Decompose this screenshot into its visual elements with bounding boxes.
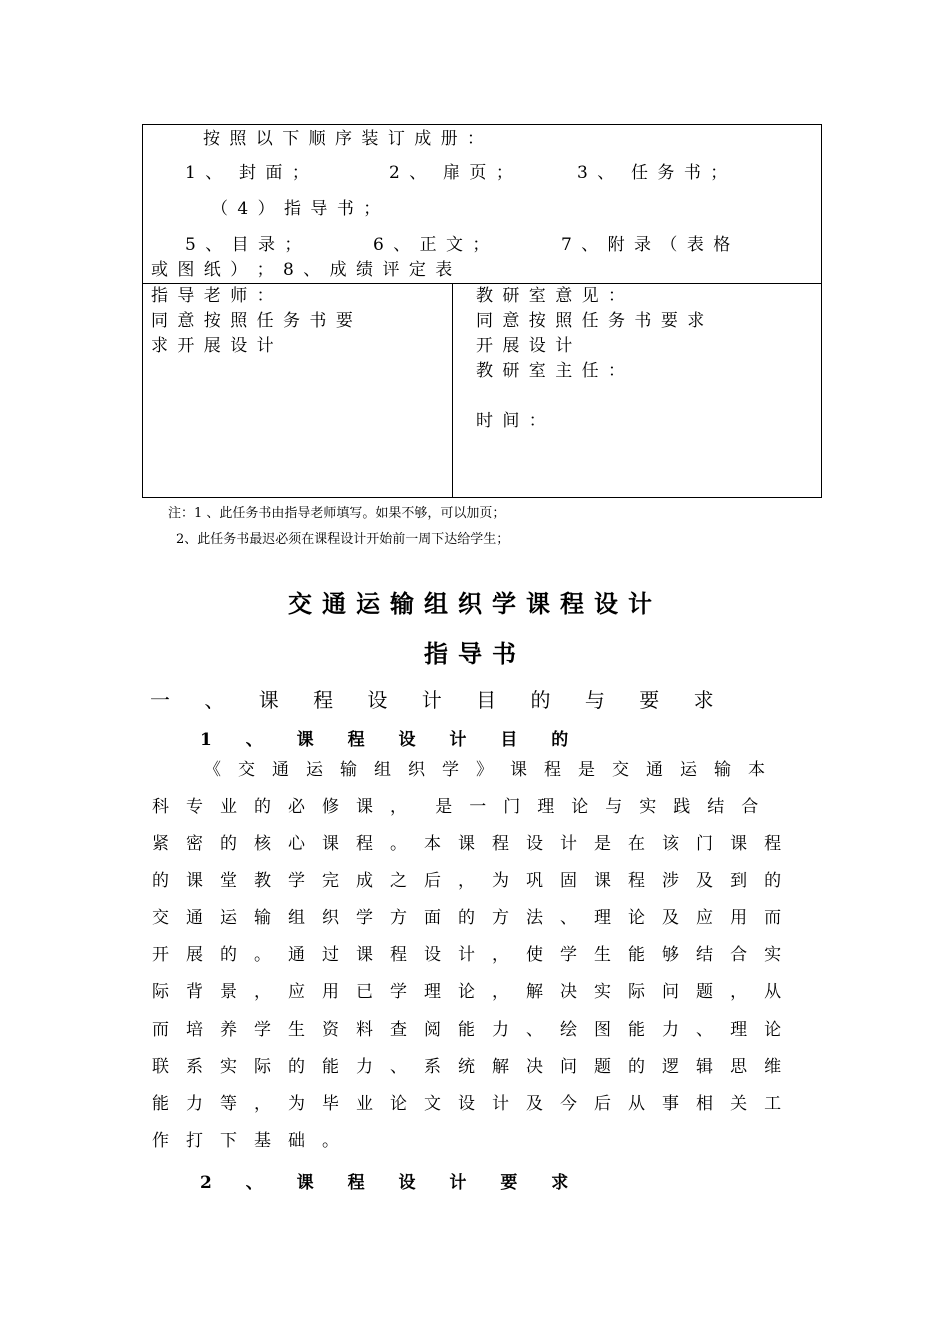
document-subtitle: 指导书 bbox=[424, 640, 526, 668]
binding-item-1: 1 、 封 面 ； bbox=[185, 163, 311, 183]
table-divider-vertical bbox=[452, 283, 453, 497]
paragraph-line: 作 打 下 基 础 。 bbox=[152, 1131, 345, 1151]
note-1: 注：1 、此任务书由指导老师填写。如果不够，可以加页； bbox=[168, 506, 506, 521]
binding-instruction: 按 照 以 下 顺 序 装 订 成 册 ： bbox=[203, 129, 487, 149]
time-label: 时 间 ： bbox=[476, 411, 548, 431]
paragraph-line: 开 展 的 。 通 过 课 程 设 计 ， 使 学 生 能 够 结 合 实 bbox=[152, 945, 787, 965]
office-opinion-label: 教 研 室 意 见 ： bbox=[476, 286, 628, 306]
paragraph-line: 紧 密 的 核 心 课 程 。 本 课 程 设 计 是 在 该 门 课 程 bbox=[152, 834, 787, 854]
subsection-heading-1: 1 、 课 程 设 计 目 的 bbox=[200, 730, 583, 750]
paragraph-line: 科 专 业 的 必 修 课 ， 是 一 门 理 论 与 实 践 结 合 bbox=[152, 797, 765, 817]
binding-item-3: 3 、 任 务 书 ； bbox=[577, 163, 730, 183]
binding-table bbox=[142, 124, 822, 498]
paragraph-line: 交 通 运 输 组 织 学 方 面 的 方 法 、 理 论 及 应 用 而 bbox=[152, 908, 787, 928]
office-opinion-line1: 同 意 按 照 任 务 书 要 求 bbox=[476, 311, 707, 331]
office-director-label: 教 研 室 主 任 ： bbox=[476, 361, 628, 381]
note-2: 2、此任务书最迟必须在课程设计开始前一周下达给学生； bbox=[176, 532, 510, 547]
document-title: 交通运输组织学课程设计 bbox=[288, 590, 662, 618]
table-divider-horizontal bbox=[143, 283, 821, 284]
advisor-label: 指 导 老 师 ： bbox=[151, 286, 276, 306]
binding-item-8: 或 图 纸 ） ； 8 、 成 绩 评 定 表 bbox=[151, 260, 455, 280]
office-opinion-line2: 开 展 设 计 bbox=[476, 336, 575, 356]
paragraph-line: 联 系 实 际 的 能 力 、 系 统 解 决 问 题 的 逻 辑 思 维 bbox=[152, 1057, 787, 1077]
binding-item-7: 7 、 附 录 （ 表 格 bbox=[561, 235, 733, 255]
advisor-opinion-line1: 同 意 按 照 任 务 书 要 bbox=[151, 311, 355, 331]
paragraph-line: 而 培 养 学 生 资 料 查 阅 能 力 、 绘 图 能 力 、 理 论 bbox=[152, 1020, 787, 1040]
binding-item-5: 5 、 目 录 ； bbox=[185, 235, 304, 255]
binding-item-6: 6 、 正 文 ； bbox=[373, 235, 492, 255]
paragraph-line: 际 背 景 ， 应 用 已 学 理 论 ， 解 决 实 际 问 题 ， 从 bbox=[152, 982, 787, 1002]
paragraph-line: 《 交 通 运 输 组 织 学 》 课 程 是 交 通 运 输 本 bbox=[204, 760, 771, 780]
paragraph-line: 的 课 堂 教 学 完 成 之 后 ， 为 巩 固 课 程 涉 及 到 的 bbox=[152, 871, 787, 891]
binding-item-4: （ 4 ） 指 导 书 ； bbox=[211, 199, 383, 219]
section-heading: 一 、 课 程 设 计 目 的 与 要 求 bbox=[150, 688, 728, 712]
subsection-heading-2: 2 、 课 程 设 计 要 求 bbox=[200, 1173, 583, 1193]
advisor-opinion-line2: 求 开 展 设 计 bbox=[151, 336, 276, 356]
paragraph-line: 能 力 等 ， 为 毕 业 论 文 设 计 及 今 后 从 事 相 关 工 bbox=[152, 1094, 787, 1114]
binding-item-2: 2 、 扉 页 ； bbox=[389, 163, 515, 183]
